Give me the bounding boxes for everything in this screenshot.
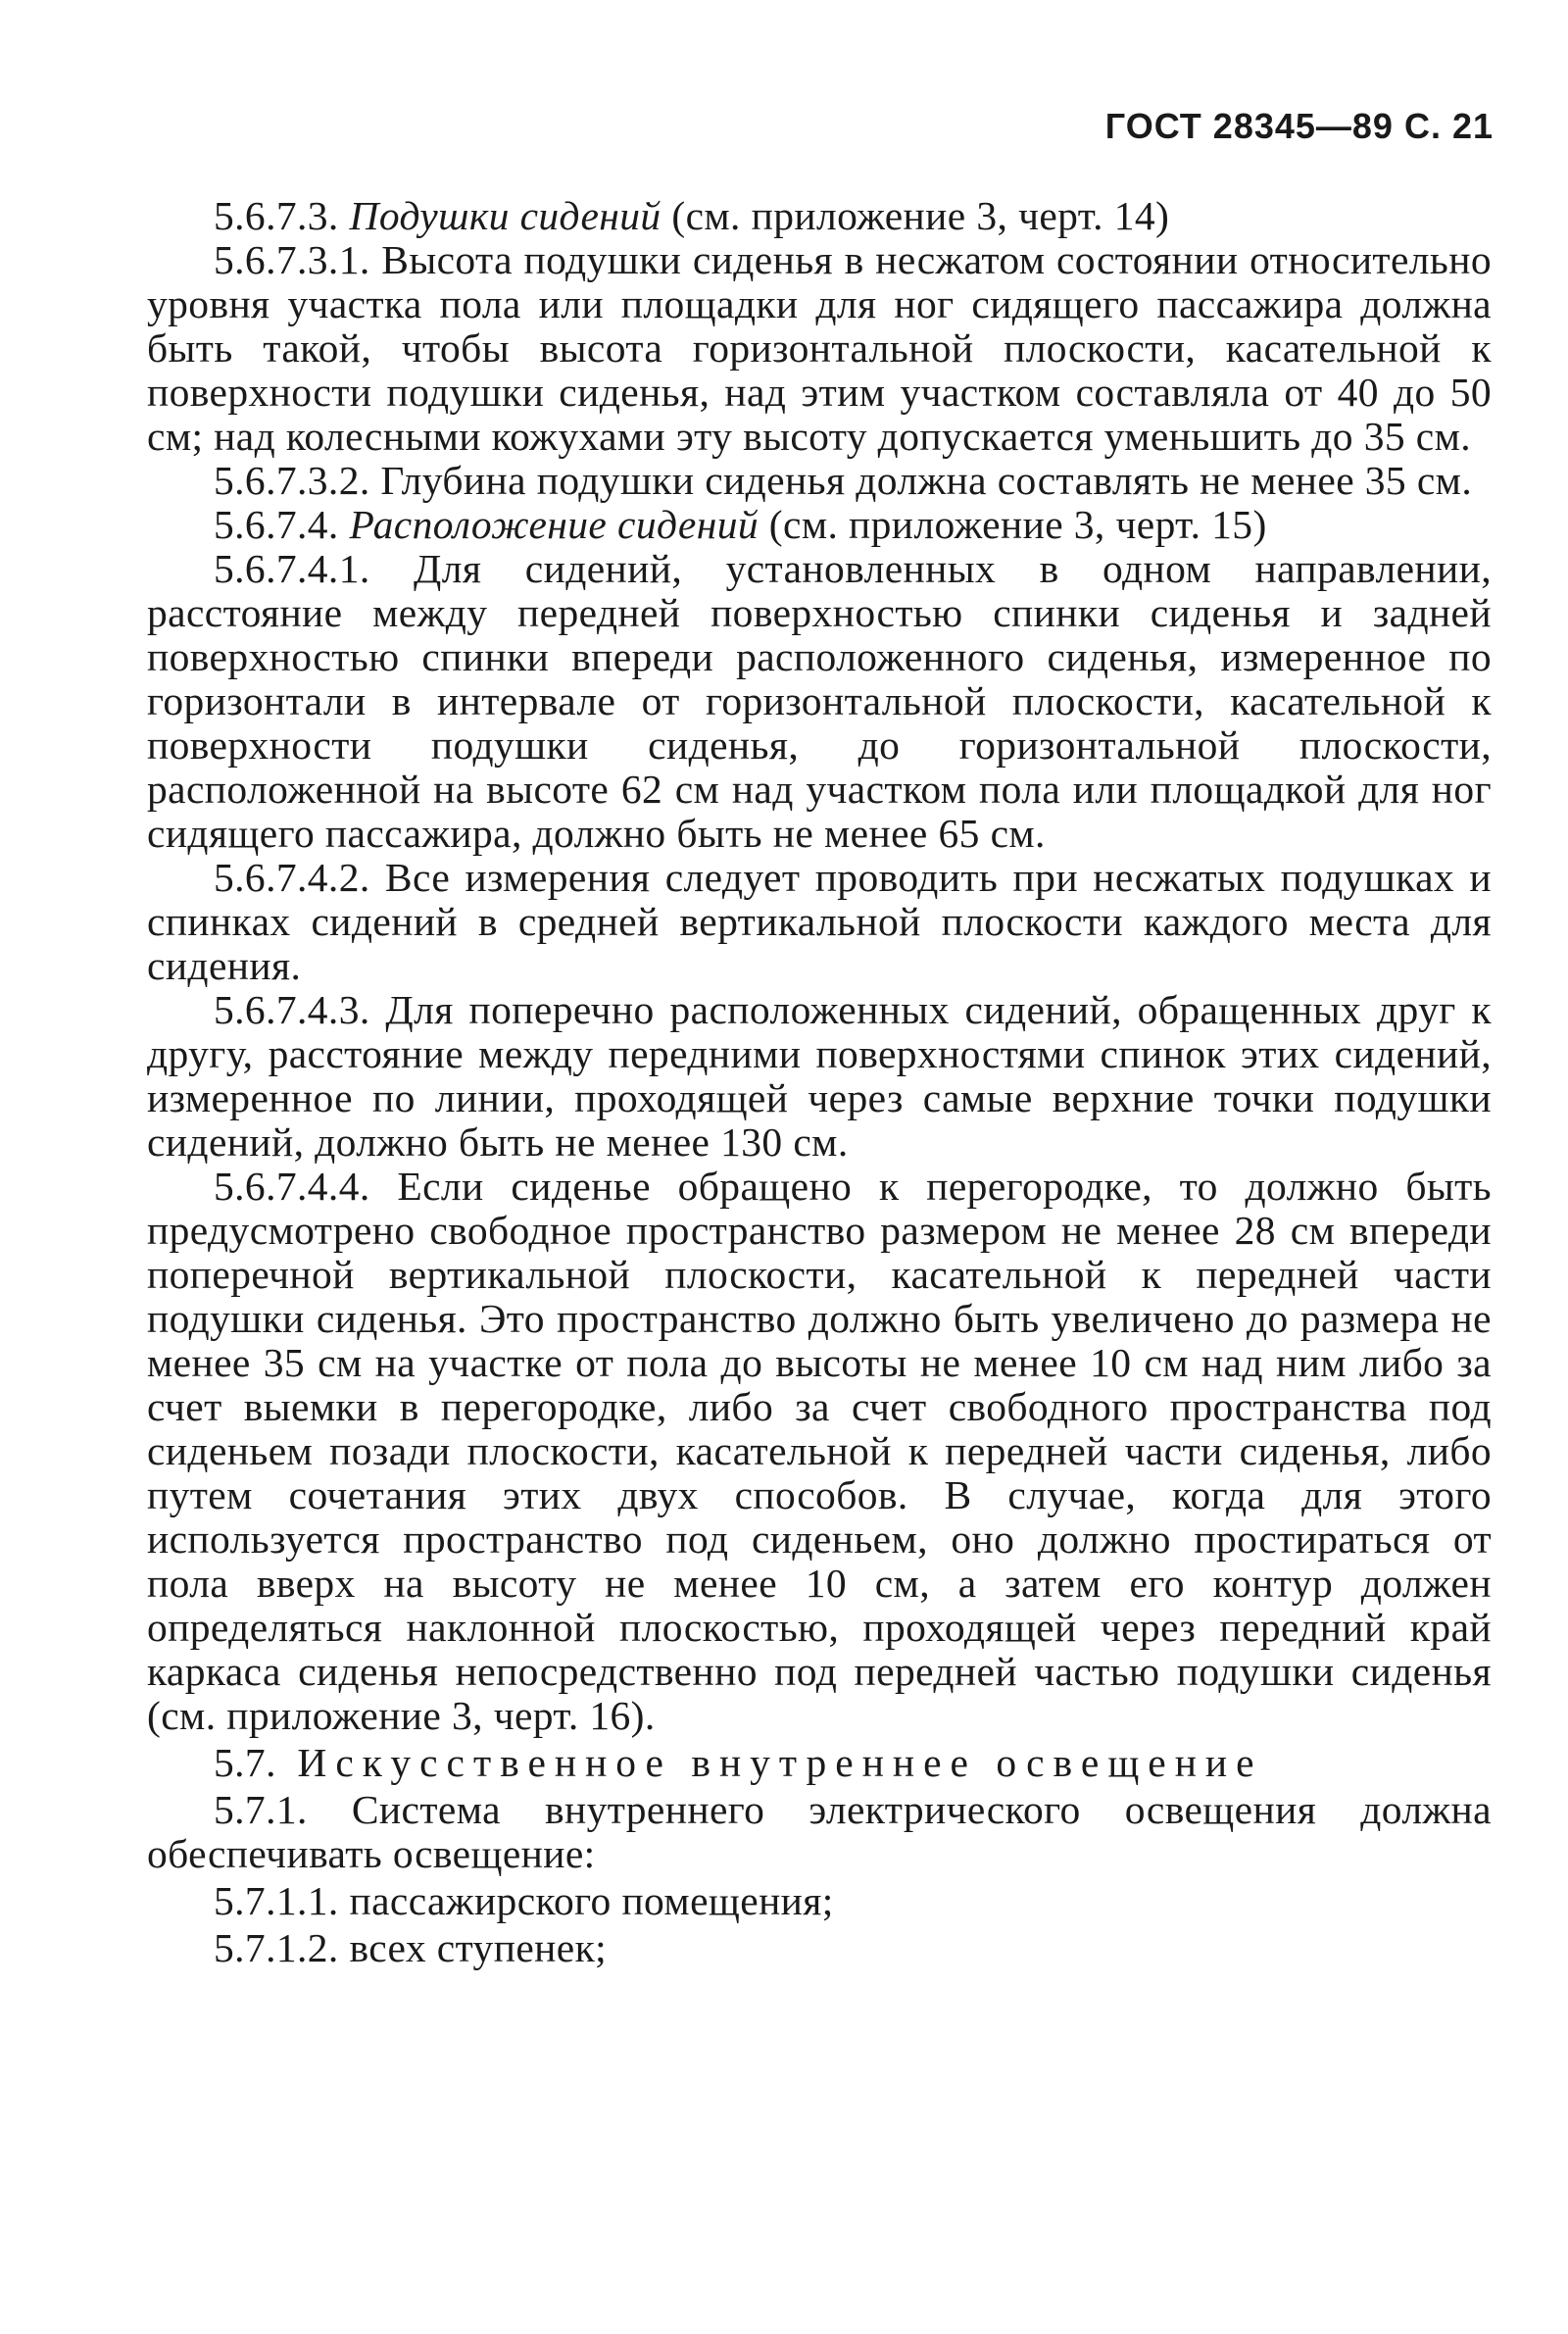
paragraph-5-6-7-3-2: 5.6.7.3.2. Глубина подушки сиденья должна составлять не менее 35 см. — [214, 458, 1473, 503]
section-title: Искусственное внутреннее освещение — [297, 1740, 1263, 1785]
paragraph-5-6-7-4 — [147, 503, 1492, 547]
paragraph-5-6-7-4-3: 5.6.7.4.3. Для поперечно расположенных сидений, обращенных друг к другу, расстояние между передними поверхностями спинок этих сидений, измеренное по линии, проходящей через самые верхние точки подушки сидений, должно быть не менее 130 см. — [147, 987, 1492, 1165]
paragraph-5-6-7-4-2: 5.6.7.4.2. Все измерения следует проводить при несжатых подушках и спинках сидений в средней вертикальной плоскости каждого места для сидения. — [147, 855, 1492, 988]
clause-number: 5.6.7.4. — [214, 502, 339, 547]
clause-reference: (см. приложение 3, черт. 14) — [671, 193, 1170, 238]
section-heading-5-7 — [147, 1741, 1492, 1785]
clause-title: Подушки сидений — [349, 193, 662, 238]
paragraph-5-7-1: 5.7.1. Система внутреннего электрического освещения должна обеспечивать освещение: — [147, 1787, 1492, 1876]
paragraph-5-6-7-3 — [147, 194, 1492, 238]
clause-reference: (см. приложение 3, черт. 15) — [768, 502, 1267, 547]
section-number: 5.7. — [214, 1740, 276, 1785]
paragraph-5-6-7-3-1: 5.6.7.3.1. Высота подушки сиденья в несжатом состоянии относительно уровня участка пола или площадки для ног сидящего пассажира должна быть такой, чтобы высота горизонтальной плоскости, касательной к поверхности подушки сиденья, над этим участком составляла от 40 до 50 см; над колесными кожухами эту высоту допускается уменьшить до 35 см. — [147, 237, 1492, 459]
paragraph-5-7-1-1: 5.7.1.1. пассажирского помещения; — [214, 1878, 834, 1923]
clause-title: Расположение сидений — [349, 502, 759, 547]
page-header: ГОСТ 28345—89 С. 21 — [1104, 106, 1494, 146]
paragraph-5-6-7-4-1: 5.6.7.4.1. Для сидений, установленных в одном направлении, расстояние между передней поверхностью спинки сиденья и задней поверхностью спинки впереди расположенного сиденья, измеренное по горизонтали в интервале от горизонтальной плоскости, касательной к поверхности подушки сиденья, до горизонтальной плоскости, расположенной на высоте 62 см над участком пола или площадкой для ног сидящего пассажира, должно быть не менее 65 см. — [147, 546, 1492, 856]
clause-number: 5.6.7.3. — [214, 193, 339, 238]
paragraph-5-7-1-2: 5.7.1.2. всех ступенек; — [214, 1925, 608, 1970]
document-body — [147, 194, 1492, 1970]
paragraph-5-6-7-4-4: 5.6.7.4.4. Если сиденье обращено к перегородке, то должно быть предусмотрено свободное пространство размером не менее 28 см впереди поперечной вертикальной плоскости, касательной к передней части подушки сиденья. Это пространство должно быть увеличено до размера не менее 35 см на участке от пола до высоты не менее 10 см над ним либо за счет выемки в перегородке, либо за счет свободного пространства под сиденьем позади плоскости, касательной к передней части сиденья, либо путем сочетания этих двух способов. В случае, когда для этого используется пространство под сиденьем, оно должно простираться от пола вверх на высоту не менее 10 см, а затем его контур должен определяться наклонной плоскостью, проходящей через передний край каркаса сиденья непосредственно под передней частью подушки сиденья (см. приложение 3, черт. 16). — [147, 1164, 1492, 1738]
